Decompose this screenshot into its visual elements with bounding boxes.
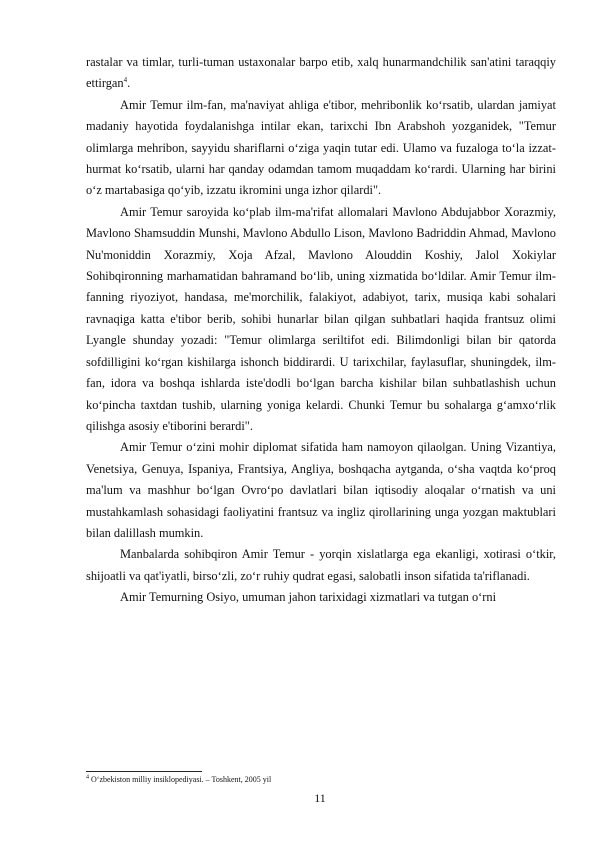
footnote-separator bbox=[86, 771, 202, 772]
footnote-number: 4 bbox=[86, 774, 89, 781]
paragraph-1-tail: . bbox=[127, 76, 131, 91]
paragraph-6: Amir Temurning Osiyo, umuman jahon tarixidagi xizmatlari va tutgan o‘rni bbox=[120, 590, 497, 605]
paragraph-3: Amir Temur saroyida ko‘plab ilm-ma'rifat allomalari Mavlono Abdujabbor Xorazmiy, Mavlono Shamsuddin Munshi, Mavlono Abdullo Lison, Mavlono Badriddin Ahmad, Mavlono Nu'moniddin Xorazmiy, Xoja Afzal, Mavlono Alouddin Koshiy, Jalol Xokiylar Sohibqironning marhamatidan bahramand bo‘lib, uning xizmatida bo‘ldilar. Amir Temur ilm-fanning riyoziyot, handasa, me'morchilik, falakiyot, adabiyot, tarix, musiqa kabi sohalari ravnaqiga katta e'tibor berib, sohibi hunarlar bilan qilgan suhbatlari haqida frantsuz olimi Lyangle shunday yozadi: "Temur olimlarga seriltifot edi. Bilimdonligi bilan bir qatorda sofdilligini ko‘rgan kishilarga ishonch biddirardi. U tarixchilar, faylasuflar, shuningdek, ilm-fan, idora va boshqa ishlarda iste'dodli bo‘lgan barcha kishilar bilan suhbatlashish uchun ko‘pincha taxtdan tushib, ularning yoniga kelardi. Chunki Temur bu sohalarga g‘amxo‘rlik qilishga asosiy e'tiborini berardi". bbox=[86, 204, 556, 433]
paragraph-5: Manbalarda sohibqiron Amir Temur - yorqin xislatlarga ega ekanligi, xotirasi o‘tkir, shijoatli va qat'iyatli, birso‘zli, zo‘r ruhiy qudrat egasi, salobatli inson sifatida ta'riflanadi. bbox=[86, 547, 556, 583]
footnote-reference: 4 bbox=[123, 76, 128, 85]
footnote bbox=[86, 774, 271, 785]
paragraph-4: Amir Temur o‘zini mohir diplomat sifatida ham namoyon qilaolgan. Uning Vizantiya, Venetsiya, Genuya, Ispaniya, Frantsiya, Angliya, boshqacha aytganda, o‘sha vaqtda ko‘proq ma'lum va mashhur bo‘lgan Ovro‘po davlatlari bilan iqtisodiy aloqalar o‘rnatish va uni mustahkamlash sohasidagi faoliyatini frantsuz va ingliz qirollarining unga yozgan maktublari bilan dalillash mumkin. bbox=[86, 440, 556, 540]
document-body bbox=[86, 52, 556, 609]
paragraph-1-text: rastalar va timlar, turli-tuman ustaxonalar barpo etib, xalq hunarmandchilik san'atini taraqqiy ettirgan bbox=[86, 55, 556, 91]
page-number: 11 bbox=[314, 791, 326, 805]
paragraph-1 bbox=[86, 52, 556, 95]
paragraph-2: Amir Temur ilm-fan, ma'naviyat ahliga e'tibor, mehribonlik ko‘rsatib, ulardan jamiyat madaniy hayotida foydalanishga intilar ekan, tarixchi Ibn Arabshoh yozganidek, "Temur olimlarga mehribon, sayyidu shariflarni o‘ziga yaqin tutar edi. Ulamo va fuzaloga to‘la izzat-hurmat ko‘rsatib, ularni har qanday odamdan tamom muqaddam ko‘rardi. Ularning har birini o‘z martabasiga qo‘yib, izzatu ikromini unga izhor qilardi". bbox=[86, 97, 556, 198]
footnote-text: O‘zbekiston milliy insiklopediyasi. – Toshkent, 2005 yil bbox=[89, 775, 272, 784]
